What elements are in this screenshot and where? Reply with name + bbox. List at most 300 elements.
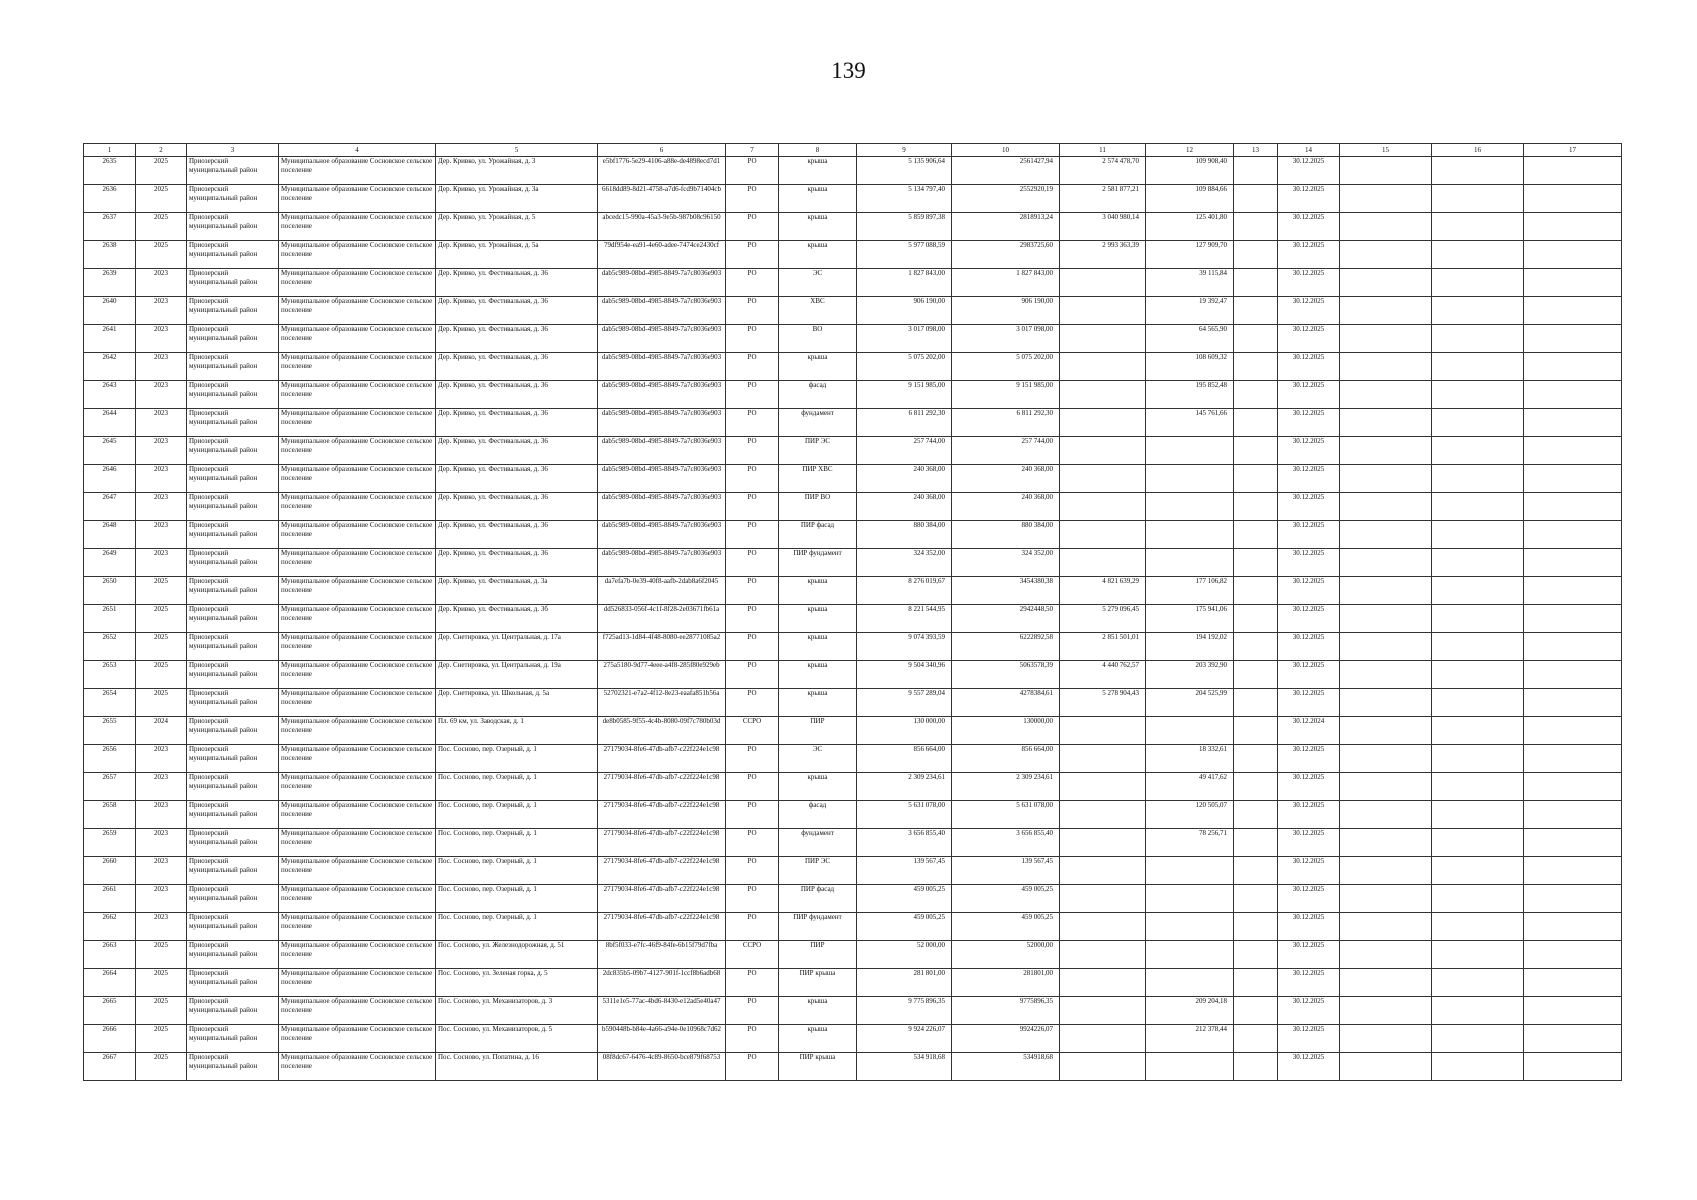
table-cell bbox=[1524, 661, 1622, 689]
table-cell: 108 609,32 bbox=[1146, 353, 1234, 381]
table-cell bbox=[1524, 689, 1622, 717]
table-cell bbox=[1432, 381, 1524, 409]
table-cell: 2023 bbox=[136, 549, 187, 577]
table-cell: 2658 bbox=[84, 801, 136, 829]
table-cell: 2644 bbox=[84, 409, 136, 437]
table-cell bbox=[1146, 857, 1234, 885]
table-cell bbox=[1060, 521, 1146, 549]
table-cell: 275a5180-9d77-4eee-a4f8-285f80e929eb bbox=[598, 661, 726, 689]
table-cell: фасад bbox=[779, 801, 857, 829]
table-cell: 2023 bbox=[136, 325, 187, 353]
table-cell bbox=[1432, 353, 1524, 381]
table-cell: 18 332,61 bbox=[1146, 745, 1234, 773]
table-cell: 2 309 234,61 bbox=[952, 773, 1060, 801]
table-cell: 79df954e-ea91-4e60-adee-7474ce2430cf bbox=[598, 241, 726, 269]
table-cell: крыша bbox=[779, 997, 857, 1025]
table-cell: 5 279 096,45 bbox=[1060, 605, 1146, 633]
table-cell bbox=[1432, 297, 1524, 325]
table-cell: Приозерский муниципальный район bbox=[187, 157, 279, 185]
table-cell: 30.12.2025 bbox=[1278, 801, 1340, 829]
table-cell: dab5c989-08bd-4985-8849-7a7c8036e903 bbox=[598, 437, 726, 465]
table-cell bbox=[1234, 493, 1278, 521]
table-cell bbox=[1432, 577, 1524, 605]
table-cell: РО bbox=[726, 409, 779, 437]
table-cell: 2653 bbox=[84, 661, 136, 689]
table-cell: dab5c989-08bd-4985-8849-7a7c8036e903 bbox=[598, 521, 726, 549]
table-cell: фундамент bbox=[779, 409, 857, 437]
table-cell bbox=[1524, 325, 1622, 353]
table-cell bbox=[1234, 633, 1278, 661]
table-cell: dab5c989-08bd-4985-8849-7a7c8036e903 bbox=[598, 493, 726, 521]
table-cell: 30.12.2025 bbox=[1278, 745, 1340, 773]
table-cell: 27179034-8fe6-47db-afb7-c22f224e1c98 bbox=[598, 801, 726, 829]
table-cell: 30.12.2025 bbox=[1278, 997, 1340, 1025]
table-cell: 2651 bbox=[84, 605, 136, 633]
table-cell: РО bbox=[726, 325, 779, 353]
column-header: 7 bbox=[726, 144, 779, 157]
table-cell: 2942448,50 bbox=[952, 605, 1060, 633]
table-cell bbox=[1340, 829, 1432, 857]
table-cell bbox=[1524, 269, 1622, 297]
table-body bbox=[84, 157, 1622, 1081]
table-cell: Приозерский муниципальный район bbox=[187, 857, 279, 885]
table-row bbox=[84, 997, 1622, 1025]
table-cell: 2647 bbox=[84, 493, 136, 521]
table-cell bbox=[1060, 829, 1146, 857]
table-row bbox=[84, 1025, 1622, 1053]
table-cell bbox=[1340, 493, 1432, 521]
table-cell: 2025 bbox=[136, 661, 187, 689]
table-cell bbox=[1524, 885, 1622, 913]
table-cell: 2643 bbox=[84, 381, 136, 409]
table-cell bbox=[1340, 325, 1432, 353]
table-cell bbox=[1432, 885, 1524, 913]
table-cell: 195 852,48 bbox=[1146, 381, 1234, 409]
table-cell: крыша bbox=[779, 773, 857, 801]
table-cell: 2666 bbox=[84, 1025, 136, 1053]
table-cell bbox=[1234, 997, 1278, 1025]
table-cell: 30.12.2025 bbox=[1278, 409, 1340, 437]
table-cell: РО bbox=[726, 353, 779, 381]
table-cell: Муниципальное образование Сосновское сельское поселение bbox=[279, 213, 436, 241]
table-row bbox=[84, 549, 1622, 577]
table-cell: Муниципальное образование Сосновское сельское поселение bbox=[279, 493, 436, 521]
table-cell bbox=[1234, 913, 1278, 941]
table-cell bbox=[1524, 381, 1622, 409]
table-cell: РО bbox=[726, 269, 779, 297]
table-cell bbox=[1432, 913, 1524, 941]
table-cell bbox=[1060, 885, 1146, 913]
table-cell bbox=[1234, 1053, 1278, 1081]
table-cell: 1 827 843,00 bbox=[952, 269, 1060, 297]
table-cell: Приозерский муниципальный район bbox=[187, 829, 279, 857]
table-cell: 139 567,45 bbox=[857, 857, 952, 885]
table-cell bbox=[1060, 493, 1146, 521]
table-cell: Дер. Снетировка, ул. Центральная, д. 17а bbox=[436, 633, 598, 661]
table-cell bbox=[1340, 269, 1432, 297]
table-cell: Приозерский муниципальный район bbox=[187, 381, 279, 409]
table-cell: dab5c989-08bd-4985-8849-7a7c8036e903 bbox=[598, 549, 726, 577]
table-row bbox=[84, 745, 1622, 773]
column-header: 11 bbox=[1060, 144, 1146, 157]
table-cell bbox=[1524, 353, 1622, 381]
table-cell bbox=[1432, 213, 1524, 241]
table-cell bbox=[1524, 857, 1622, 885]
table-cell: 204 525,99 bbox=[1146, 689, 1234, 717]
table-cell: Дер. Кривко, ул. Фестивальная, д. 3б bbox=[436, 605, 598, 633]
table-cell: ХВС bbox=[779, 297, 857, 325]
table-cell bbox=[1234, 521, 1278, 549]
table-cell bbox=[1340, 1053, 1432, 1081]
table-cell: РО bbox=[726, 437, 779, 465]
column-header: 17 bbox=[1524, 144, 1622, 157]
table-cell bbox=[1432, 633, 1524, 661]
table-cell bbox=[1146, 437, 1234, 465]
table-row bbox=[84, 969, 1622, 997]
table-cell bbox=[1146, 549, 1234, 577]
table-cell: РО bbox=[726, 297, 779, 325]
table-cell: Пос. Сосново, ул. Зеленая горка, д. 5 bbox=[436, 969, 598, 997]
table-cell bbox=[1060, 325, 1146, 353]
table-cell bbox=[1340, 185, 1432, 213]
table-cell: 5063578,39 bbox=[952, 661, 1060, 689]
table-cell: Муниципальное образование Сосновское сельское поселение bbox=[279, 241, 436, 269]
table-cell: 2023 bbox=[136, 745, 187, 773]
table-cell: Дер. Кривко, ул. Фестивальная, д. 3а bbox=[436, 577, 598, 605]
table-row bbox=[84, 493, 1622, 521]
column-header: 14 bbox=[1278, 144, 1340, 157]
column-header: 13 bbox=[1234, 144, 1278, 157]
table-cell: 2 581 877,21 bbox=[1060, 185, 1146, 213]
table-cell bbox=[1432, 409, 1524, 437]
table-row bbox=[84, 633, 1622, 661]
column-header: 15 bbox=[1340, 144, 1432, 157]
table-cell: 30.12.2025 bbox=[1278, 465, 1340, 493]
table-cell: 2023 bbox=[136, 437, 187, 465]
table-cell: Приозерский муниципальный район bbox=[187, 437, 279, 465]
table-cell: 8bf5f033-e7fc-46f9-84fe-6b15f79d7fba bbox=[598, 941, 726, 969]
table-cell: ПИР ЭС bbox=[779, 857, 857, 885]
table-cell bbox=[1234, 297, 1278, 325]
table-cell bbox=[1060, 409, 1146, 437]
table-cell bbox=[1524, 185, 1622, 213]
table-cell: 30.12.2025 bbox=[1278, 269, 1340, 297]
table-cell bbox=[1524, 437, 1622, 465]
table-cell bbox=[1146, 717, 1234, 745]
table-cell: Дер. Кривко, ул. Фестивальная, д. 36 bbox=[436, 437, 598, 465]
table-cell: 2 309 234,61 bbox=[857, 773, 952, 801]
table-cell bbox=[1060, 997, 1146, 1025]
table-cell bbox=[1146, 465, 1234, 493]
table-cell: Муниципальное образование Сосновское сельское поселение bbox=[279, 661, 436, 689]
table-cell bbox=[1234, 549, 1278, 577]
table-cell: 30.12.2025 bbox=[1278, 941, 1340, 969]
table-cell: 5311e1e5-77ac-4bd6-8430-e12ad5e40a47 bbox=[598, 997, 726, 1025]
table-cell: РО bbox=[726, 1053, 779, 1081]
table-row bbox=[84, 885, 1622, 913]
table-cell: 27179034-8fe6-47db-afb7-c22f224e1c98 bbox=[598, 857, 726, 885]
table-cell: 194 192,02 bbox=[1146, 633, 1234, 661]
table-cell: 9775896,35 bbox=[952, 997, 1060, 1025]
column-header: 1 bbox=[84, 144, 136, 157]
table-cell: РО bbox=[726, 157, 779, 185]
table-cell bbox=[1060, 801, 1146, 829]
table-cell: 2025 bbox=[136, 1053, 187, 1081]
table-cell bbox=[1060, 381, 1146, 409]
table-cell: 2025 bbox=[136, 1025, 187, 1053]
table-cell bbox=[1432, 605, 1524, 633]
table-cell: 6222892,58 bbox=[952, 633, 1060, 661]
table-cell bbox=[1432, 829, 1524, 857]
table-cell: 30.12.2025 bbox=[1278, 689, 1340, 717]
table-cell: РО bbox=[726, 997, 779, 1025]
table-cell: 130 000,00 bbox=[857, 717, 952, 745]
table-cell bbox=[1340, 773, 1432, 801]
table-cell bbox=[1432, 493, 1524, 521]
table-cell: 2657 bbox=[84, 773, 136, 801]
table-cell: 5 631 078,00 bbox=[952, 801, 1060, 829]
table-cell bbox=[1432, 941, 1524, 969]
table-cell bbox=[1146, 493, 1234, 521]
table-cell bbox=[1432, 1053, 1524, 1081]
table-cell bbox=[1432, 1025, 1524, 1053]
table-cell: крыша bbox=[779, 241, 857, 269]
table-cell bbox=[1340, 381, 1432, 409]
table-cell: 2 574 478,70 bbox=[1060, 157, 1146, 185]
table-cell: Муниципальное образование Сосновское сельское поселение bbox=[279, 605, 436, 633]
table-cell: 324 352,00 bbox=[857, 549, 952, 577]
table-cell: Приозерский муниципальный район bbox=[187, 913, 279, 941]
table-cell: 534918,68 bbox=[952, 1053, 1060, 1081]
table-row bbox=[84, 381, 1622, 409]
table-cell: Приозерский муниципальный район bbox=[187, 633, 279, 661]
table-cell: Пос. Сосново, пер. Озерный, д. 1 bbox=[436, 857, 598, 885]
table-cell: РО bbox=[726, 857, 779, 885]
table-cell: Приозерский муниципальный район bbox=[187, 493, 279, 521]
table-cell bbox=[1340, 745, 1432, 773]
table-cell: Пос. Сосново, ул. Механизаторов, д. 3 bbox=[436, 997, 598, 1025]
table-cell: Дер. Кривко, ул. Фестивальная, д. 36 bbox=[436, 381, 598, 409]
table-cell: крыша bbox=[779, 213, 857, 241]
table-cell: 30.12.2025 bbox=[1278, 969, 1340, 997]
table-cell: Приозерский муниципальный район bbox=[187, 689, 279, 717]
table-cell: крыша bbox=[779, 633, 857, 661]
table-cell: Дер. Кривко, ул. Урожайная, д. 3а bbox=[436, 185, 598, 213]
table-cell: Приозерский муниципальный район bbox=[187, 213, 279, 241]
table-cell bbox=[1234, 773, 1278, 801]
table-cell: 5 631 078,00 bbox=[857, 801, 952, 829]
column-header: 3 bbox=[187, 144, 279, 157]
table-cell: 459 005,25 bbox=[857, 913, 952, 941]
table-cell: Приозерский муниципальный район bbox=[187, 745, 279, 773]
table-cell: ПИР ЭС bbox=[779, 437, 857, 465]
table-row bbox=[84, 325, 1622, 353]
table-cell: 906 190,00 bbox=[952, 297, 1060, 325]
table-cell: ПИР bbox=[779, 941, 857, 969]
table-cell: 4 821 639,29 bbox=[1060, 577, 1146, 605]
table-cell: 2660 bbox=[84, 857, 136, 885]
table-cell: 2664 bbox=[84, 969, 136, 997]
table-cell: РО bbox=[726, 633, 779, 661]
table-cell bbox=[1432, 745, 1524, 773]
table-cell: 2023 bbox=[136, 521, 187, 549]
table-cell: 19 392,47 bbox=[1146, 297, 1234, 325]
table-cell: 2649 bbox=[84, 549, 136, 577]
table-cell: 78 256,71 bbox=[1146, 829, 1234, 857]
table-cell: Пос. Сосново, пер. Озерный, д. 1 bbox=[436, 885, 598, 913]
table-cell: 2645 bbox=[84, 437, 136, 465]
table-cell bbox=[1432, 661, 1524, 689]
table-cell: 30.12.2025 bbox=[1278, 157, 1340, 185]
table-cell: da7efa7b-0e39-40f8-aafb-2dab8a6f2045 bbox=[598, 577, 726, 605]
table-cell: 5 977 088,59 bbox=[857, 241, 952, 269]
table-cell bbox=[1524, 969, 1622, 997]
table-cell: 209 204,18 bbox=[1146, 997, 1234, 1025]
table-cell bbox=[1060, 1025, 1146, 1053]
register-table bbox=[83, 143, 1622, 1081]
table-cell: ССРО bbox=[726, 717, 779, 745]
table-cell: 2025 bbox=[136, 633, 187, 661]
table-cell bbox=[1432, 157, 1524, 185]
table-cell bbox=[1524, 241, 1622, 269]
table-cell: РО bbox=[726, 381, 779, 409]
table-cell: 324 352,00 bbox=[952, 549, 1060, 577]
table-cell bbox=[1524, 997, 1622, 1025]
column-header: 10 bbox=[952, 144, 1060, 157]
table-cell: Муниципальное образование Сосновское сельское поселение bbox=[279, 969, 436, 997]
table-cell bbox=[1060, 717, 1146, 745]
table-cell bbox=[1524, 213, 1622, 241]
table-cell: 203 392,90 bbox=[1146, 661, 1234, 689]
table-cell: РО bbox=[726, 465, 779, 493]
column-header: 16 bbox=[1432, 144, 1524, 157]
table-cell: 212 378,44 bbox=[1146, 1025, 1234, 1053]
table-cell: Муниципальное образование Сосновское сельское поселение bbox=[279, 913, 436, 941]
table-cell bbox=[1524, 745, 1622, 773]
table-cell bbox=[1060, 437, 1146, 465]
table-cell: Муниципальное образование Сосновское сельское поселение bbox=[279, 465, 436, 493]
table-cell: b590448b-b84e-4a66-a94e-0e10968c7d62 bbox=[598, 1025, 726, 1053]
table-cell: Приозерский муниципальный район bbox=[187, 1053, 279, 1081]
table-cell: 3 017 098,00 bbox=[952, 325, 1060, 353]
table-cell: Муниципальное образование Сосновское сельское поселение bbox=[279, 521, 436, 549]
table-cell bbox=[1060, 465, 1146, 493]
table-cell bbox=[1340, 661, 1432, 689]
table-cell: Муниципальное образование Сосновское сельское поселение bbox=[279, 745, 436, 773]
table-cell: Муниципальное образование Сосновское сельское поселение bbox=[279, 717, 436, 745]
table-cell: 127 909,70 bbox=[1146, 241, 1234, 269]
table-cell: Муниципальное образование Сосновское сельское поселение bbox=[279, 689, 436, 717]
table-cell: 2659 bbox=[84, 829, 136, 857]
table-cell: 2561427,94 bbox=[952, 157, 1060, 185]
table-cell: 2023 bbox=[136, 381, 187, 409]
table-cell: РО bbox=[726, 885, 779, 913]
table-cell: 2818913,24 bbox=[952, 213, 1060, 241]
table-cell: Муниципальное образование Сосновское сельское поселение bbox=[279, 885, 436, 913]
table-cell: ССРО bbox=[726, 941, 779, 969]
table-cell: 2646 bbox=[84, 465, 136, 493]
table-cell: 120 505,07 bbox=[1146, 801, 1234, 829]
table-row bbox=[84, 717, 1622, 745]
table-cell: ПИР фасад bbox=[779, 885, 857, 913]
table-cell: Пос. Сосново, пер. Озерный, д. 1 bbox=[436, 745, 598, 773]
table-cell bbox=[1234, 157, 1278, 185]
table-cell bbox=[1524, 717, 1622, 745]
table-cell: 2639 bbox=[84, 269, 136, 297]
table-cell: РО bbox=[726, 185, 779, 213]
table-cell: 30.12.2025 bbox=[1278, 913, 1340, 941]
table-row bbox=[84, 353, 1622, 381]
table-cell: Дер. Кривко, ул. Фестивальная, д. 36 bbox=[436, 493, 598, 521]
table-cell bbox=[1340, 465, 1432, 493]
table-cell: 145 761,66 bbox=[1146, 409, 1234, 437]
table-cell bbox=[1432, 717, 1524, 745]
table-cell: 9 775 896,35 bbox=[857, 997, 952, 1025]
table-cell: Приозерский муниципальный район bbox=[187, 969, 279, 997]
table-row bbox=[84, 689, 1622, 717]
table-cell: РО bbox=[726, 577, 779, 605]
table-cell: Пос. Сосново, ул. Попатина, д. 16 bbox=[436, 1053, 598, 1081]
table-cell bbox=[1340, 521, 1432, 549]
table-cell: abcedc15-990a-45a3-9e5b-987b08c96150 bbox=[598, 213, 726, 241]
table-cell: Приозерский муниципальный район bbox=[187, 801, 279, 829]
table-cell: Муниципальное образование Сосновское сельское поселение bbox=[279, 381, 436, 409]
table-cell bbox=[1234, 661, 1278, 689]
table-cell bbox=[1234, 689, 1278, 717]
table-cell bbox=[1340, 885, 1432, 913]
table-cell bbox=[1524, 157, 1622, 185]
table-cell bbox=[1524, 633, 1622, 661]
table-cell: крыша bbox=[779, 661, 857, 689]
table-cell bbox=[1234, 213, 1278, 241]
table-cell bbox=[1524, 1053, 1622, 1081]
table-cell bbox=[1234, 1025, 1278, 1053]
table-cell bbox=[1432, 773, 1524, 801]
table-cell: 2637 bbox=[84, 213, 136, 241]
table-cell: 30.12.2025 bbox=[1278, 353, 1340, 381]
table-cell: 2023 bbox=[136, 297, 187, 325]
table-cell: 2656 bbox=[84, 745, 136, 773]
table-cell bbox=[1432, 857, 1524, 885]
table-row bbox=[84, 437, 1622, 465]
table-cell: РО bbox=[726, 801, 779, 829]
table-cell: 5 278 904,43 bbox=[1060, 689, 1146, 717]
table-cell: РО bbox=[726, 1025, 779, 1053]
table-cell: крыша bbox=[779, 185, 857, 213]
table-cell: Пос. Сосново, пер. Озерный, д. 1 bbox=[436, 829, 598, 857]
table-cell bbox=[1340, 969, 1432, 997]
table-cell: Дер. Кривко, ул. Фестивальная, д. 36 bbox=[436, 325, 598, 353]
table-cell: РО bbox=[726, 661, 779, 689]
table-cell: 257 744,00 bbox=[857, 437, 952, 465]
table-cell: Дер. Кривко, ул. Фестивальная, д. 36 bbox=[436, 549, 598, 577]
table-row bbox=[84, 941, 1622, 969]
table-row bbox=[84, 465, 1622, 493]
table-cell bbox=[1340, 1025, 1432, 1053]
table-cell: 30.12.2025 bbox=[1278, 437, 1340, 465]
table-cell: ПИР крыша bbox=[779, 969, 857, 997]
table-cell: 52 000,00 bbox=[857, 941, 952, 969]
table-cell: Приозерский муниципальный район bbox=[187, 185, 279, 213]
table-cell: 240 368,00 bbox=[857, 493, 952, 521]
table-cell: 906 190,00 bbox=[857, 297, 952, 325]
table-cell: 534 918,68 bbox=[857, 1053, 952, 1081]
table-cell: 30.12.2025 bbox=[1278, 213, 1340, 241]
table-cell bbox=[1432, 325, 1524, 353]
table-cell: Приозерский муниципальный район bbox=[187, 521, 279, 549]
table-cell bbox=[1340, 941, 1432, 969]
table-cell: 30.12.2025 bbox=[1278, 1053, 1340, 1081]
